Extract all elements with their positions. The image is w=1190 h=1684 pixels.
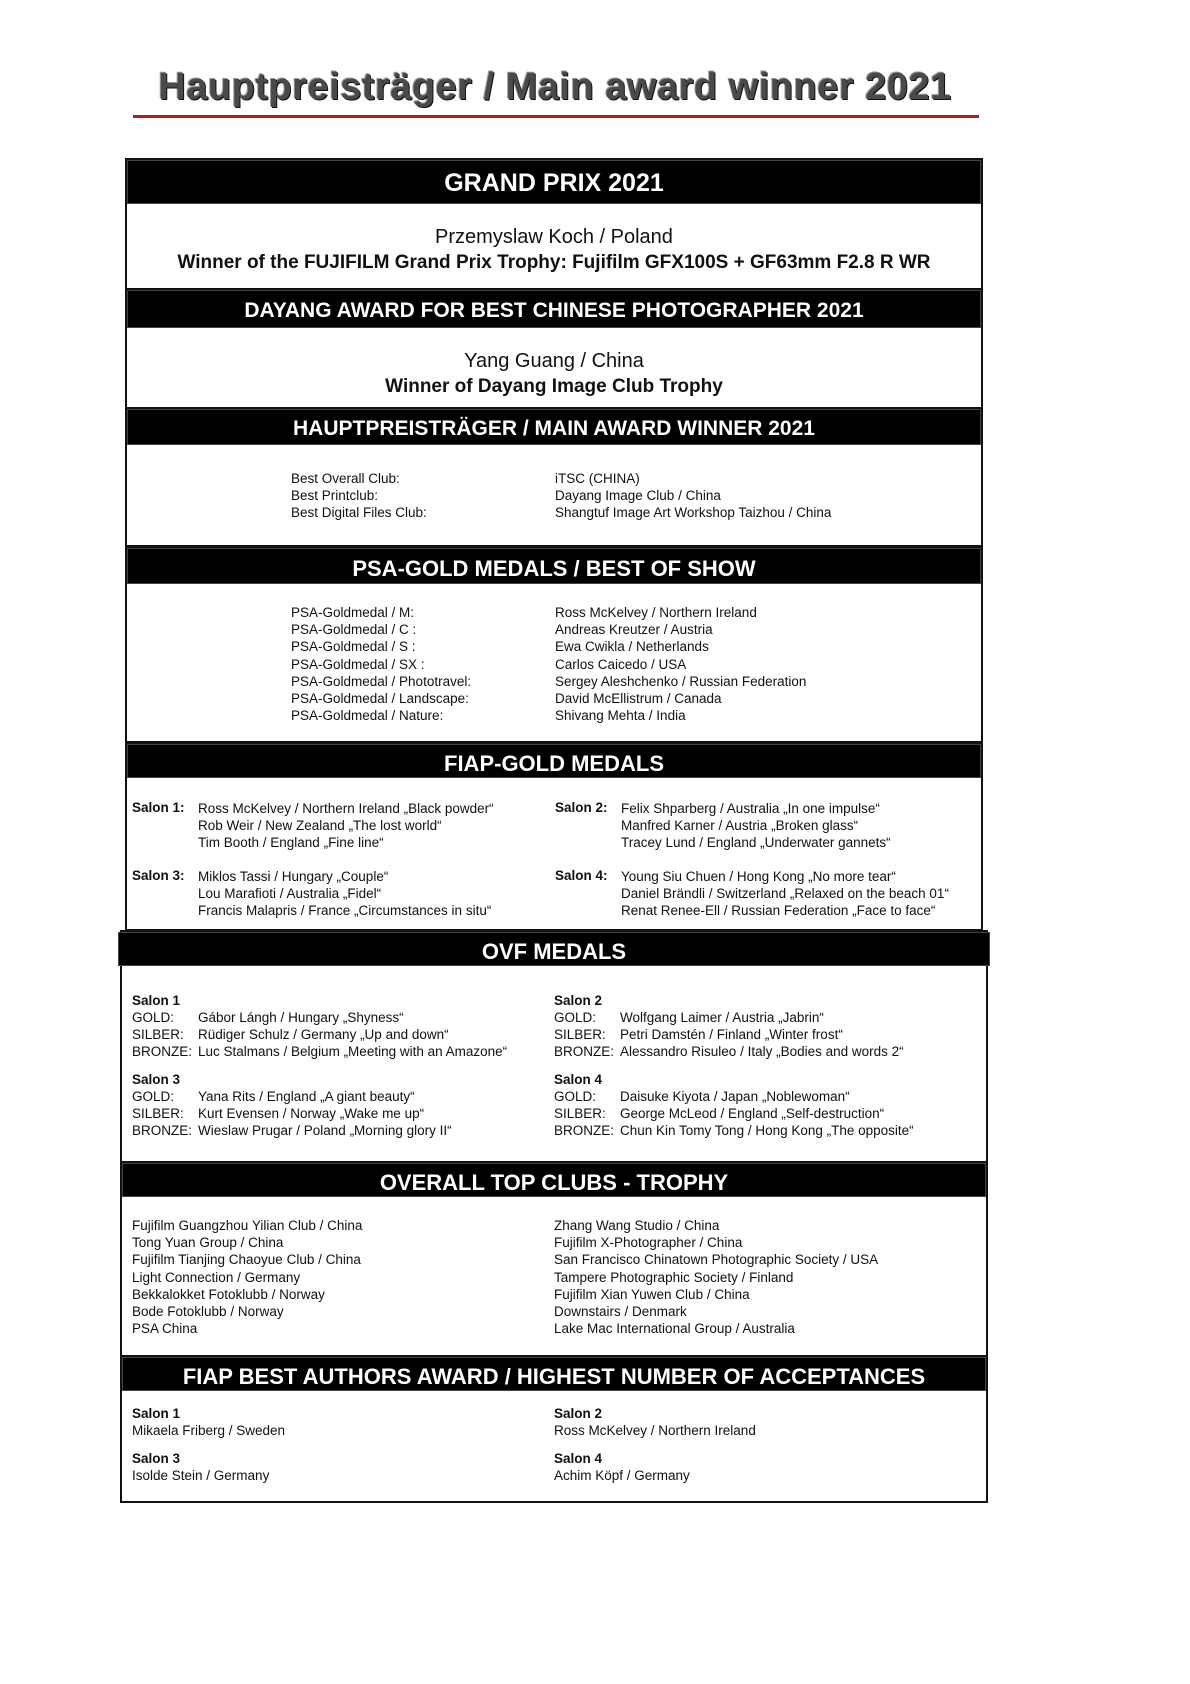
psa-gold-value: Sergey Aleshchenko / Russian Federation (555, 673, 807, 689)
main-award-labels (291, 470, 427, 522)
psa-gold-value: Shivang Mehta / India (555, 708, 686, 724)
best-authors-salon-value: Isolde Stein / Germany (132, 1468, 270, 1484)
top-clubs-left-list (132, 1217, 362, 1337)
top-clubs-right-list (554, 1217, 878, 1337)
ovf-section (120, 930, 988, 1164)
best-authors-salon-value: Achim Köpf / Germany (554, 1468, 690, 1484)
fiap-salon-label: Salon 3: (132, 868, 185, 883)
ovf-medal-value: Luc Stalmans / Belgium „Meeting with an Amazone“ (198, 1044, 508, 1060)
ovf-medal-value: Alessandro Risuleo / Italy „Bodies and words 2“ (620, 1044, 904, 1060)
ovf-medal-value: Chun Kin Tomy Tong / Hong Kong „The opposite“ (620, 1123, 914, 1139)
ovf-medal-label: SILBER: (132, 1106, 184, 1122)
club-item: Light Connection / Germany (132, 1269, 301, 1285)
psa-gold-value: Andreas Kreutzer / Austria (555, 622, 713, 638)
grand-prix-prize: Winner of the FUJIFILM Grand Prix Trophy: Fujifilm GFX100S + GF63mm F2.8 R WR (177, 252, 931, 273)
ovf-medal-labels (132, 1009, 192, 1061)
psa-gold-value: David McEllistrum / Canada (555, 691, 722, 707)
fiap-entry: Renat Renee-Ell / Russian Federation „Face to face“ (621, 903, 936, 919)
main-award-value: Dayang Image Club / China (555, 488, 721, 504)
ovf-medal-value: Daisuke Kiyota / Japan „Noblewoman“ (620, 1089, 850, 1104)
club-item: Fujifilm Guangzhou Yilian Club / China (132, 1218, 363, 1233)
ovf-medal-label: GOLD: (132, 1010, 175, 1025)
ovf-medal-label: BRONZE: (554, 1044, 615, 1060)
fiap-entry: Lou Marafioti / Australia „Fidel“ (198, 886, 382, 902)
main-award-label: Best Printclub: (291, 488, 379, 504)
title-underline (133, 115, 979, 118)
club-item: Tampere Photographic Society / Finland (554, 1269, 794, 1285)
psa-gold-values (555, 604, 806, 724)
fiap-salon-label: Salon 2: (555, 800, 608, 815)
ovf-medal-value: Rüdiger Schulz / Germany „Up and down“ (198, 1027, 449, 1043)
fiap-salon-entries (198, 800, 494, 852)
best-authors-salon-title: Salon 4 (554, 1451, 603, 1466)
best-authors-salon-title: Salon 1 (132, 1406, 181, 1421)
ovf-medal-values (620, 1088, 914, 1140)
page-title: Hauptpreisträger / Main award winner 2021 (158, 66, 952, 108)
ovf-medal-label: GOLD: (554, 1089, 597, 1104)
top-clubs-heading-text: OVERALL TOP CLUBS - TROPHY (379, 1170, 729, 1195)
club-item: Bekkalokket Fotoklubb / Norway (132, 1286, 325, 1302)
club-item: Fujifilm Xian Yuwen Club / China (554, 1286, 750, 1302)
ovf-medal-value: Gábor Lángh / Hungary „Shyness“ (198, 1010, 404, 1025)
club-item: Lake Mac International Group / Australia (554, 1321, 795, 1337)
fiap-entry: Miklos Tassi / Hungary „Couple“ (198, 869, 389, 884)
fiap-salon-entries (621, 868, 949, 920)
ovf-medal-labels (554, 1009, 614, 1061)
psa-gold-value: Ross McKelvey / Northern Ireland (555, 605, 757, 620)
fiap-salon-entries (621, 800, 891, 852)
main-award-values (555, 470, 831, 522)
best-authors-heading (122, 1357, 986, 1391)
fiap-salon-entries (198, 868, 491, 920)
fiap-salon-label: Salon 1: (132, 800, 185, 815)
main-award-heading (127, 409, 981, 445)
psa-gold-labels (291, 604, 471, 724)
ovf-medal-value: Wieslaw Prugar / Poland „Morning glory II“ (198, 1123, 452, 1139)
ovf-salon (554, 992, 602, 1009)
main-award-value: iTSC (CHINA) (555, 471, 640, 486)
club-item: Fujifilm X-Photographer / China (554, 1235, 743, 1251)
best-authors-salon (132, 1450, 269, 1484)
ovf-salon-title: Salon 1 (132, 993, 181, 1008)
psa-gold-label: PSA-Goldmedal / C : (291, 622, 417, 638)
ovf-medal-label: SILBER: (554, 1106, 606, 1122)
best-authors-salon-title: Salon 2 (554, 1406, 603, 1421)
fiap-gold-heading (127, 744, 981, 778)
psa-gold-heading (127, 548, 981, 584)
club-item: Fujifilm Tianjing Chaoyue Club / China (132, 1252, 361, 1268)
psa-gold-value: Carlos Caicedo / USA (555, 656, 687, 672)
dayang-prize: Winner of Dayang Image Club Trophy (385, 376, 723, 397)
main-award-section (125, 407, 983, 547)
ovf-medal-labels (554, 1088, 614, 1140)
psa-gold-value: Ewa Cwikla / Netherlands (555, 639, 709, 655)
fiap-gold-heading-text: FIAP-GOLD MEDALS (444, 751, 664, 776)
main-award-value: Shangtuf Image Art Workshop Taizhou / China (555, 505, 832, 521)
dayang-section (125, 288, 983, 409)
ovf-medal-label: BRONZE: (132, 1044, 193, 1060)
grand-prix-section (125, 158, 983, 290)
club-item: Bode Fotoklubb / Norway (132, 1304, 284, 1320)
fiap-entry: Young Siu Chuen / Hong Kong „No more tear“ (621, 869, 896, 884)
best-authors-salon-value: Mikaela Friberg / Sweden (132, 1423, 286, 1439)
psa-gold-label: PSA-Goldmedal / Landscape: (291, 691, 469, 707)
ovf-salon-title: Salon 4 (554, 1072, 603, 1087)
psa-gold-label: PSA-Goldmedal / Phototravel: (291, 673, 472, 689)
ovf-salon-title: Salon 3 (132, 1072, 181, 1087)
ovf-medal-values (198, 1009, 507, 1061)
club-item: PSA China (132, 1321, 198, 1337)
best-authors-heading-text: FIAP BEST AUTHORS AWARD / HIGHEST NUMBER OF ACCEPTANCES (182, 1364, 926, 1389)
best-authors-salon-value: Ross McKelvey / Northern Ireland (554, 1423, 756, 1439)
grand-prix-winner: Przemyslaw Koch / Poland (435, 226, 673, 248)
club-item: Downstairs / Denmark (554, 1304, 687, 1320)
club-item: Tong Yuan Group / China (132, 1235, 284, 1251)
club-item: San Francisco Chinatown Photographic Society / USA (554, 1252, 879, 1268)
ovf-salon-title: Salon 2 (554, 993, 603, 1008)
best-authors-salon (554, 1405, 756, 1439)
dayang-heading-text: DAYANG AWARD FOR BEST CHINESE PHOTOGRAPHER 2021 (244, 299, 864, 322)
fiap-salon-label: Salon 4: (555, 868, 608, 883)
ovf-salon (554, 1071, 602, 1088)
main-award-label: Best Overall Club: (291, 471, 400, 486)
fiap-entry: Rob Weir / New Zealand „The lost world“ (198, 818, 442, 834)
psa-gold-heading-text: PSA-GOLD MEDALS / BEST OF SHOW (352, 556, 756, 581)
fiap-entry: Tracey Lund / England „Underwater gannets“ (621, 835, 891, 851)
dayang-winner: Yang Guang / China (464, 350, 644, 372)
best-authors-salon-title: Salon 3 (132, 1451, 181, 1466)
ovf-heading (118, 932, 990, 966)
ovf-medal-value: Kurt Evensen / Norway „Wake me up“ (198, 1106, 425, 1122)
psa-gold-label: PSA-Goldmedal / SX : (291, 656, 425, 672)
psa-gold-label: PSA-Goldmedal / Nature: (291, 708, 444, 724)
ovf-medal-labels (132, 1088, 192, 1140)
fiap-entry: Ross McKelvey / Northern Ireland „Black powder“ (198, 801, 494, 816)
ovf-salon (132, 1071, 180, 1088)
dayang-heading (127, 290, 981, 328)
best-authors-salon (132, 1405, 285, 1439)
ovf-heading-text: OVF MEDALS (481, 939, 627, 964)
psa-gold-label: PSA-Goldmedal / S : (291, 639, 416, 655)
fiap-entry: Daniel Brändli / Switzerland „Relaxed on the beach 01“ (621, 886, 949, 902)
ovf-medal-label: SILBER: (554, 1027, 606, 1043)
fiap-entry: Manfred Karner / Austria „Broken glass“ (621, 818, 859, 834)
ovf-medal-value: Yana Rits / England „A giant beauty“ (198, 1089, 415, 1104)
fiap-entry: Tim Booth / England „Fine line“ (198, 835, 384, 851)
ovf-medal-label: BRONZE: (132, 1123, 193, 1139)
top-clubs-heading (122, 1163, 986, 1197)
top-clubs-section (120, 1161, 988, 1357)
club-item: Zhang Wang Studio / China (554, 1218, 720, 1233)
ovf-medal-label: SILBER: (132, 1027, 184, 1043)
ovf-salon (132, 992, 180, 1009)
ovf-medal-value: George McLeod / England „Self-destruction“ (620, 1106, 885, 1122)
fiap-entry: Francis Malapris / France „Circumstances in situ“ (198, 903, 492, 919)
fiap-gold-section (125, 742, 983, 931)
fiap-entry: Felix Shparberg / Australia „In one impulse“ (621, 801, 880, 816)
best-authors-salon (554, 1450, 690, 1484)
grand-prix-heading-text: GRAND PRIX 2021 (444, 169, 664, 197)
ovf-medal-values (198, 1088, 452, 1140)
best-authors-section (120, 1355, 988, 1503)
grand-prix-heading (127, 160, 981, 204)
psa-gold-label: PSA-Goldmedal / M: (291, 605, 415, 620)
ovf-medal-label: GOLD: (132, 1089, 175, 1104)
main-award-heading-text: HAUPTPREISTRÄGER / MAIN AWARD WINNER 2021 (293, 417, 815, 440)
psa-gold-section (125, 546, 983, 743)
ovf-medal-value: Petri Damstén / Finland „Winter frost“ (620, 1027, 843, 1043)
ovf-medal-label: BRONZE: (554, 1123, 615, 1139)
ovf-medal-label: GOLD: (554, 1010, 597, 1025)
ovf-medal-value: Wolfgang Laimer / Austria „Jabrin“ (620, 1010, 824, 1025)
ovf-medal-values (620, 1009, 904, 1061)
main-award-label: Best Digital Files Club: (291, 505, 427, 521)
